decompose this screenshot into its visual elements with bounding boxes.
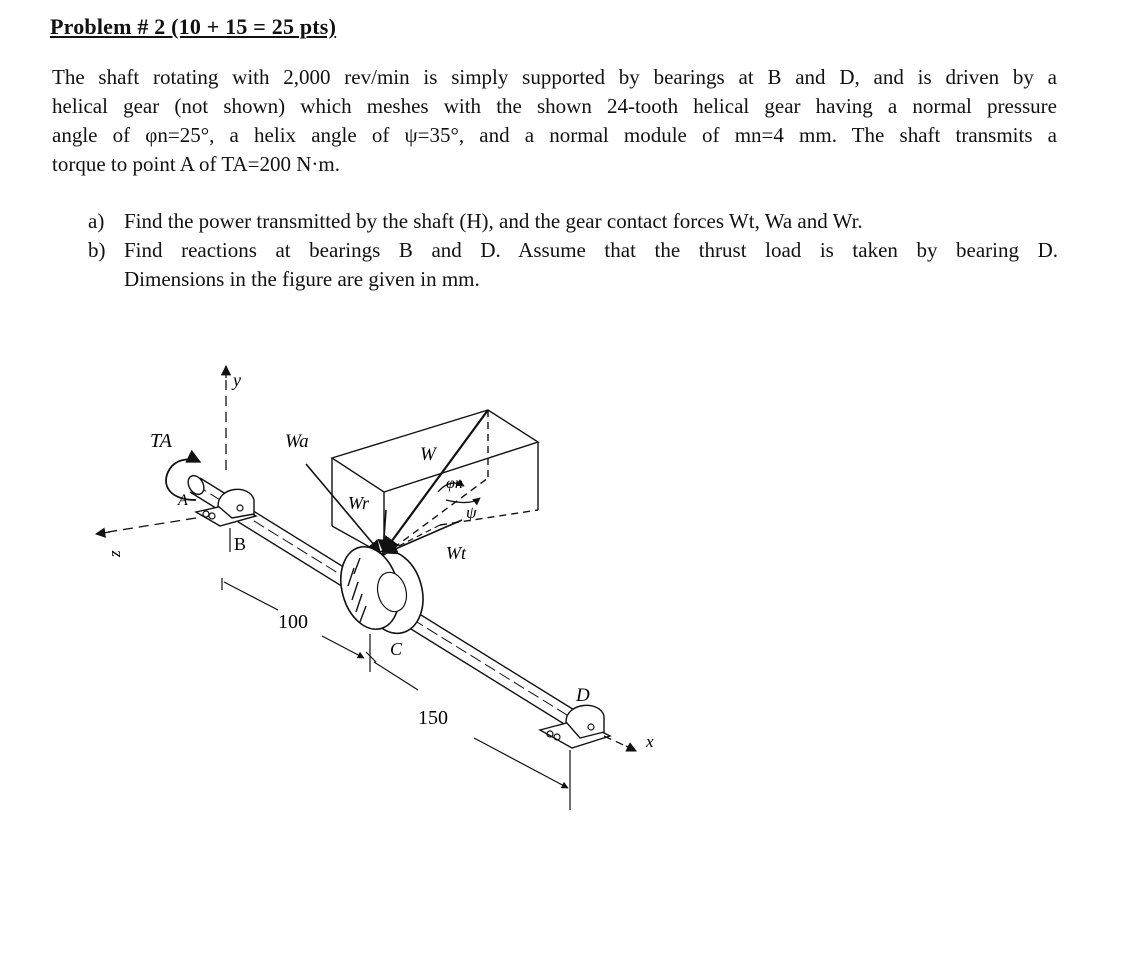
bearing-d [540, 705, 610, 748]
torque-label: TA [150, 430, 172, 452]
dimension-c-d-label: 150 [418, 707, 448, 729]
question-a-text: Find the power transmitted by the shaft (H), and the gear contact forces Wt, Wa and Wr. [124, 209, 863, 233]
dimension-c-d [374, 662, 570, 810]
bearing-b [196, 489, 256, 526]
statement-line-1: The shaft rotating with 2,000 rev/min is simply supported by bearings at B and D, and is driven by a [52, 65, 1057, 89]
force-w-label: W [420, 444, 436, 465]
z-axis [96, 518, 196, 534]
statement-line-2: helical gear (not shown) which meshes with the shown 24-tooth helical gear having a normal pressure [52, 94, 1057, 118]
x-axis-label: x [646, 732, 654, 751]
helical-gear [332, 540, 432, 640]
question-b-label: b) [88, 238, 106, 262]
pressure-angle-label: φn [446, 475, 463, 492]
y-axis-label: y [233, 370, 241, 390]
helix-angle-label: ψ [466, 503, 477, 522]
bearing-b-label: B [234, 534, 247, 554]
gear-c-label: C [390, 639, 403, 659]
force-wt-label: Wt [446, 543, 466, 563]
force-wa-label: Wa [285, 431, 309, 452]
bearing-d-label: D [576, 685, 590, 706]
question-b-text-1: Find reactions at bearings B and D. Assume that the thrust load is taken by bearing D. [124, 238, 1058, 262]
dimension-b-c-label: 100 [278, 611, 308, 633]
point-a-label: A [178, 492, 188, 509]
statement-line-4: torque to point A of TA=200 N·m. [52, 152, 341, 176]
force-wr-label: Wr [348, 493, 370, 513]
statement-line-3: angle of φn=25°, a helix angle of ψ=35°, and a normal module of mn=4 mm. The shaft transmits a [52, 123, 1057, 147]
problem-title: Problem # 2 (10 + 15 = 25 pts) [50, 14, 337, 39]
question-a-label: a) [88, 209, 105, 233]
question-b-text-2: Dimensions in the figure are given in mm. [124, 267, 480, 291]
x-axis [604, 736, 636, 751]
helix-angle-arc [446, 498, 480, 503]
z-axis-label: z [105, 550, 124, 557]
